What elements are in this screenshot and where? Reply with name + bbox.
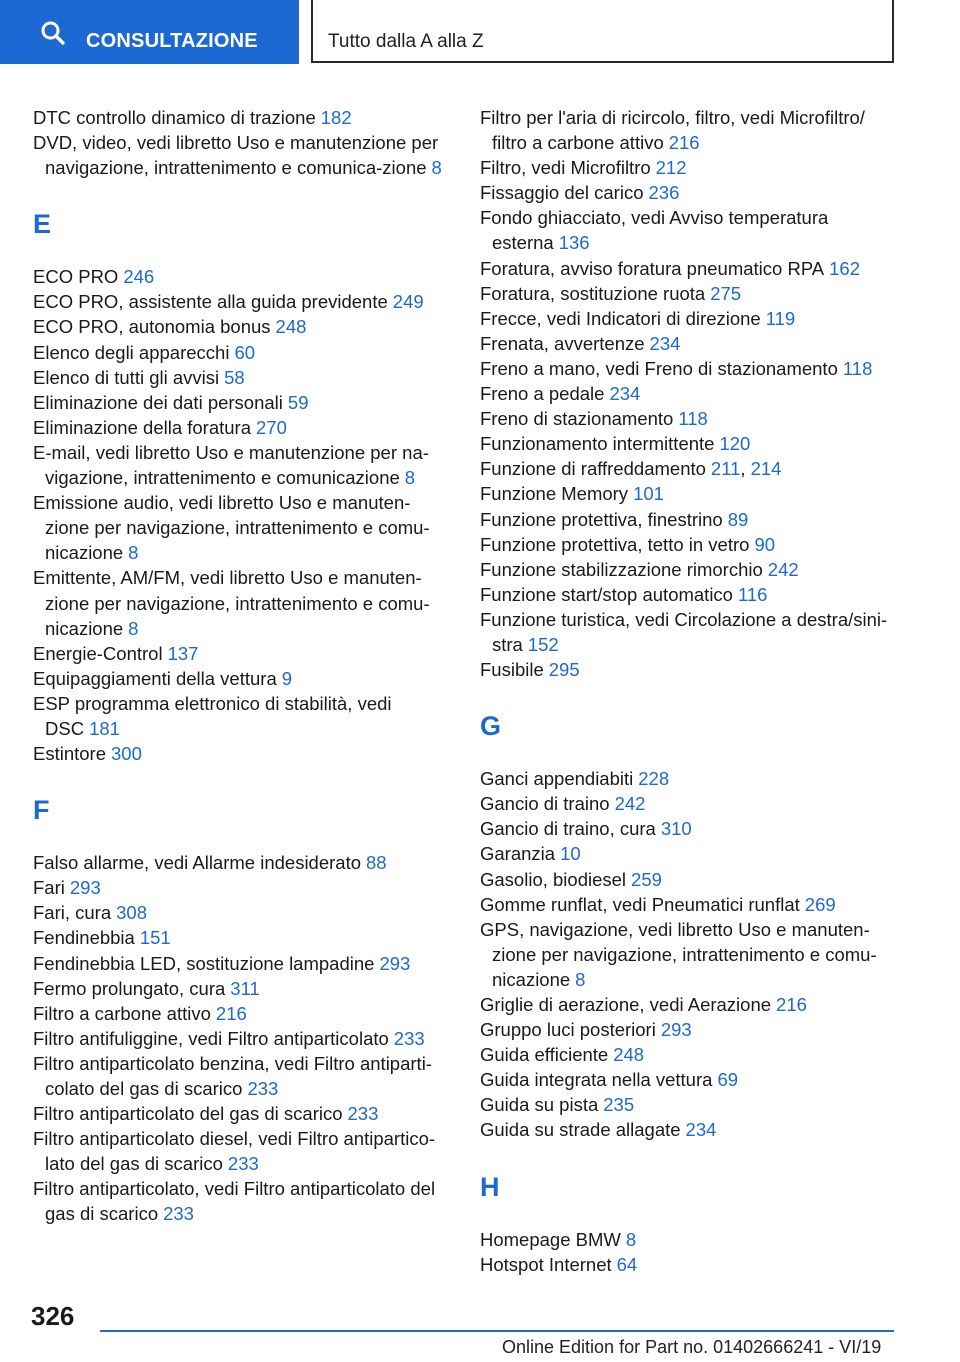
page-ref-link[interactable]: 233 — [347, 1103, 379, 1125]
index-entry — [480, 481, 900, 506]
index-entry — [33, 875, 453, 900]
index-entry-term: Filtro antifuliggine, vedi Filtro antiparticolato — [33, 1027, 389, 1049]
page-ref-link[interactable]: 270 — [256, 416, 287, 438]
index-entry-term: Funzione protettiva, finestrino — [480, 508, 723, 530]
page-ref-link[interactable]: 90 — [754, 533, 776, 555]
page-ref-link[interactable]: 64 — [616, 1253, 638, 1275]
index-entry-term: Frenata, avvertenze — [480, 332, 645, 354]
index-entry-term: Falso allarme, vedi Allarme indesiderato — [33, 852, 362, 874]
page-ref-link[interactable]: 119 — [765, 307, 796, 329]
index-letter-heading: G — [480, 711, 502, 742]
index-entry — [480, 381, 900, 406]
page-ref-link[interactable]: 242 — [767, 558, 799, 580]
page-ref-link[interactable]: 181 — [89, 717, 120, 739]
index-entry — [480, 867, 900, 892]
page-ref-link[interactable]: 162 — [829, 257, 860, 279]
index-entry — [480, 431, 900, 456]
index-entry — [480, 607, 900, 657]
index-entry — [33, 365, 453, 390]
index-entry — [33, 1051, 453, 1101]
index-entry-term: Foratura, sostituzione ruota — [480, 282, 706, 304]
index-entry — [480, 180, 900, 205]
index-entry-term: Ganci appendiabiti — [480, 768, 634, 790]
search-icon — [40, 20, 66, 46]
page-ref-link[interactable]: 8 — [625, 1228, 637, 1250]
index-entry-term: Filtro antiparticolato, vedi Filtro antiparticolato del gas di scarico — [33, 1178, 436, 1225]
page-ref-link[interactable]: 89 — [727, 508, 749, 530]
index-entry — [480, 105, 900, 155]
page-ref-link[interactable]: 295 — [548, 659, 580, 681]
index-entry — [33, 1176, 453, 1226]
index-entry — [480, 155, 900, 180]
index-entry-term: Elenco degli apparecchi — [33, 341, 230, 363]
index-entry-term: Fissaggio del carico — [480, 182, 644, 204]
index-entry — [33, 490, 453, 565]
index-entry-term: Fusibile — [480, 659, 544, 681]
index-entry — [33, 1126, 453, 1176]
index-entry — [480, 917, 900, 992]
index-entry-term: Funzione protettiva, tetto in vetro — [480, 533, 750, 555]
index-entry-term: Funzione turistica, vedi Circolazione a destra/sini-stra — [480, 608, 888, 655]
page-ref-link[interactable]: 116 — [737, 583, 768, 605]
page-ref-link[interactable]: 311 — [230, 977, 260, 999]
index-entry-term: ECO PRO, autonomia bonus — [33, 316, 271, 338]
index-entry — [480, 532, 900, 557]
page-ref-link[interactable]: 216 — [776, 994, 807, 1015]
index-entry — [33, 314, 453, 339]
index-entry — [480, 582, 900, 607]
index-entry-term: Gasolio, biodiesel — [480, 868, 627, 890]
consultazione-tab[interactable] — [0, 0, 299, 64]
index-entry — [480, 406, 900, 431]
index-entry-term: Fondo ghiacciato, vedi Avviso temperatura esterna — [480, 207, 829, 254]
page-ref-link[interactable]: 249 — [392, 291, 424, 313]
page-ref-link[interactable]: 216 — [215, 1002, 247, 1024]
breadcrumb-label: Tutto dalla A alla Z — [328, 31, 484, 52]
index-entry — [33, 925, 453, 950]
index-entry-term: Filtro per l'aria di ricircolo, filtro, vedi Microfiltro/ filtro a carbone attivo — [480, 107, 865, 154]
index-entry-term: Griglie di aerazione, vedi Aerazione — [480, 994, 772, 1015]
page-ref-link[interactable]: 216 — [668, 132, 700, 154]
index-entry-term: DTC controllo dinamico di trazione — [33, 107, 316, 128]
page-ref-link[interactable]: 248 — [275, 316, 307, 338]
index-entry — [33, 691, 453, 741]
index-entry — [33, 565, 453, 640]
index-entry — [33, 415, 453, 440]
index-entry-term: Funzionamento intermittente — [480, 433, 715, 455]
index-entry — [480, 256, 900, 281]
page-ref-link[interactable]: 233 — [227, 1153, 259, 1175]
index-entry-term: Gruppo luci posteriori — [480, 1019, 656, 1041]
index-letter-heading: H — [480, 1171, 500, 1202]
page-ref-link[interactable]: 58 — [224, 366, 245, 388]
page-ref-link[interactable]: 234 — [685, 1119, 717, 1141]
index-entry-term: Hotspot Internet — [480, 1253, 612, 1275]
index-entry — [33, 1026, 453, 1051]
index-entry — [33, 264, 453, 289]
index-entry-term: Filtro antiparticolato del gas di scarico — [33, 1103, 343, 1125]
page-ref-link[interactable]: 214 — [750, 458, 782, 480]
breadcrumb — [311, 0, 894, 63]
index-entry — [480, 306, 900, 331]
index-entry — [480, 1017, 900, 1042]
page-ref-link[interactable]: 8 — [128, 617, 139, 639]
index-entry — [33, 440, 453, 490]
index-entry — [480, 557, 900, 582]
index-entry-term: Freno a pedale — [480, 383, 605, 405]
footer-divider — [100, 1330, 894, 1332]
footer-edition-text: Online Edition for Part no. 01402666241 - VI/19 — [502, 1337, 882, 1357]
index-entry-term: Freno a mano, vedi Freno di stazionamento — [480, 357, 838, 379]
index-entry-term: ESP programma elettronico di stabilità, vedi DSC — [33, 692, 392, 739]
index-entry — [33, 390, 453, 415]
index-entry — [33, 289, 453, 314]
index-entry-term: Filtro antiparticolato diesel, vedi Filtro antipartico-lato del gas di scarico — [33, 1128, 436, 1175]
page-ref-link[interactable]: 8 — [575, 968, 586, 990]
page-ref-link[interactable]: 293 — [379, 952, 411, 974]
index-entry-term: Gomme runflat, vedi Pneumatici runflat — [480, 893, 800, 915]
index-entry — [33, 641, 453, 666]
index-entry-term: Eliminazione della foratura — [33, 416, 252, 438]
index-entry — [33, 666, 453, 691]
index-entry — [480, 356, 900, 381]
index-entry-term: Equipaggiamenti della vettura — [33, 667, 277, 689]
page-ref-link[interactable]: 310 — [660, 818, 692, 840]
index-entry — [33, 1001, 453, 1026]
page-ref-link[interactable]: 275 — [710, 282, 742, 304]
index-entry-term: Estintore — [33, 743, 107, 765]
page-ref-link[interactable]: 8 — [128, 542, 139, 564]
index-entry-term: Filtro a carbone attivo — [33, 1002, 211, 1024]
index-entry — [480, 892, 900, 917]
index-entry — [480, 791, 900, 816]
index-entry — [33, 1101, 453, 1126]
index-entry — [480, 1042, 900, 1067]
index-entry-term: Gancio di traino, cura — [480, 818, 656, 840]
index-entry-term: Freno di stazionamento — [480, 408, 674, 430]
page-ref-link[interactable]: 152 — [527, 633, 559, 655]
page-ref-link[interactable]: 101 — [633, 483, 664, 505]
index-entry-term: Funzione stabilizzazione rimorchio — [480, 558, 763, 580]
page-ref-link[interactable]: 293 — [69, 877, 101, 899]
index-entry-term: Emittente, AM/FM, vedi libretto Uso e manuten-zione per navigazione, intrattenimento e comu-nicazione — [33, 567, 430, 639]
page-ref-link[interactable]: 233 — [163, 1203, 194, 1225]
page-ref-link[interactable]: 118 — [842, 357, 873, 379]
index-entry-term: Homepage BMW — [480, 1228, 621, 1250]
page-number: 326 — [31, 1301, 75, 1331]
top-bar — [0, 0, 960, 66]
index-column-right — [480, 105, 900, 1277]
page-ref-link[interactable]: 246 — [123, 266, 155, 288]
page-ref-link[interactable]: 137 — [167, 642, 199, 664]
index-entry-term: ECO PRO — [33, 266, 119, 288]
index-entry-term: Guida su strade allagate — [480, 1119, 681, 1141]
index-entry — [33, 976, 453, 1001]
index-entry-term: GPS, navigazione, vedi libretto Uso e manuten-zione per navigazione, intrattenimento e comu-nicazione — [480, 918, 877, 990]
page-ref-link[interactable]: 234 — [609, 383, 641, 405]
index-entry-term: Emissione audio, vedi libretto Uso e manuten-zione per navigazione, intrattenimento e comu-nicazione — [33, 492, 430, 564]
page-ref-link[interactable]: 136 — [558, 232, 590, 254]
consultazione-tab-label: CONSULTAZIONE — [86, 30, 258, 52]
page-ref-link[interactable]: 235 — [603, 1094, 635, 1116]
index-entry-term: Energie-Control — [33, 642, 163, 664]
page-ref-link[interactable]: 60 — [234, 341, 256, 363]
page-ref-link[interactable]: 211 — [710, 458, 741, 480]
page-ref-link[interactable]: 9 — [281, 667, 293, 689]
index-entry — [33, 105, 453, 130]
page-ref-link[interactable]: 269 — [804, 893, 836, 915]
footer-edition — [502, 1335, 881, 1359]
page-ref-link[interactable]: 120 — [719, 433, 751, 455]
index-entry — [480, 1117, 900, 1142]
page-ref-link[interactable]: 88 — [366, 852, 387, 874]
index-entry-term: Funzione di raffreddamento — [480, 458, 706, 480]
page-ref-link[interactable]: 233 — [247, 1078, 279, 1099]
index-column-left — [33, 105, 453, 1227]
page-ref-link[interactable]: 236 — [648, 182, 680, 204]
index-entry — [480, 657, 900, 682]
index-entry-term: Frecce, vedi Indicatori di direzione — [480, 307, 761, 329]
index-entry — [33, 741, 453, 766]
page-ref-link[interactable]: 182 — [320, 107, 352, 128]
index-entry — [480, 205, 900, 255]
page-ref-link[interactable]: 8 — [404, 467, 416, 489]
index-entry-term: Eliminazione dei dati personali — [33, 391, 283, 413]
index-entry-term: Filtro antiparticolato benzina, vedi Filtro antiparti-colato del gas di scarico — [33, 1052, 432, 1099]
index-entry — [480, 1067, 900, 1092]
index-entry — [480, 1227, 900, 1252]
index-entry-term: ECO PRO, assistente alla guida previdente — [33, 291, 388, 313]
page-ref-link[interactable]: 300 — [111, 743, 142, 765]
index-entry-term: Funzione start/stop automatico — [480, 583, 733, 605]
index-entry — [33, 951, 453, 976]
index-entry — [33, 340, 453, 365]
page-ref-separator: , — [740, 458, 746, 480]
page-ref-link[interactable]: 228 — [638, 768, 670, 790]
index-entry-term: E-mail, vedi libretto Uso e manutenzione per na-vigazione, intrattenimento e comunicazione — [33, 441, 429, 489]
page-ref-link[interactable]: 233 — [393, 1027, 425, 1049]
index-entry-term: Fari, cura — [33, 902, 112, 924]
index-entry-term: Funzione Memory — [480, 483, 629, 505]
index-entry — [33, 900, 453, 925]
index-entry-term: Fendinebbia — [33, 927, 135, 949]
index-entry — [33, 130, 453, 180]
index-entry — [480, 766, 900, 791]
page-ref-link[interactable]: 259 — [631, 868, 662, 890]
page-ref-link[interactable]: 69 — [717, 1069, 739, 1091]
index-entry — [480, 841, 900, 866]
index-entry — [480, 1092, 900, 1117]
page-ref-link[interactable]: 234 — [649, 332, 681, 354]
index-entry-term: Filtro, vedi Microfiltro — [480, 157, 651, 179]
page-ref-link[interactable]: 242 — [614, 793, 646, 815]
index-entry-term: Guida su pista — [480, 1094, 599, 1116]
index-letter-heading: E — [33, 209, 52, 240]
index-entry-term: Foratura, avviso foratura pneumatico RPA — [480, 257, 825, 279]
index-entry — [480, 1252, 900, 1277]
index-entry-term: Guida integrata nella vettura — [480, 1069, 713, 1091]
index-entry-term: Gancio di traino — [480, 793, 610, 815]
index-entry — [480, 992, 900, 1017]
index-entry-term: Garanzia — [480, 843, 556, 865]
index-entry-term: Fari — [33, 877, 65, 899]
index-entry — [480, 331, 900, 356]
page-ref-link[interactable]: 59 — [287, 391, 309, 413]
page-ref-link[interactable]: 8 — [431, 157, 442, 179]
index-entry-term: DVD, video, vedi libretto Uso e manutenzione per navigazione, intrattenimento e comunica-zione — [33, 132, 439, 179]
index-entry — [480, 456, 900, 481]
index-entry — [33, 850, 453, 875]
index-entry-term: Elenco di tutti gli avvisi — [33, 366, 220, 388]
page-ref-link[interactable]: 151 — [139, 927, 171, 949]
page-ref-link[interactable]: 10 — [560, 843, 581, 865]
index-entry-term: Fendinebbia LED, sostituzione lampadine — [33, 952, 375, 974]
index-entry — [480, 507, 900, 532]
page-ref-link[interactable]: 212 — [655, 157, 687, 179]
index-letter-heading: F — [33, 795, 50, 826]
index-entry-term: Fermo prolungato, cura — [33, 977, 226, 999]
index-entry — [480, 281, 900, 306]
page-ref-link[interactable]: 118 — [678, 408, 708, 430]
index-entry — [480, 816, 900, 841]
page-ref-link[interactable]: 308 — [116, 902, 148, 924]
index-entry-term: Guida efficiente — [480, 1044, 609, 1066]
page-ref-link[interactable]: 248 — [613, 1044, 645, 1066]
page-ref-link[interactable]: 293 — [660, 1019, 692, 1041]
